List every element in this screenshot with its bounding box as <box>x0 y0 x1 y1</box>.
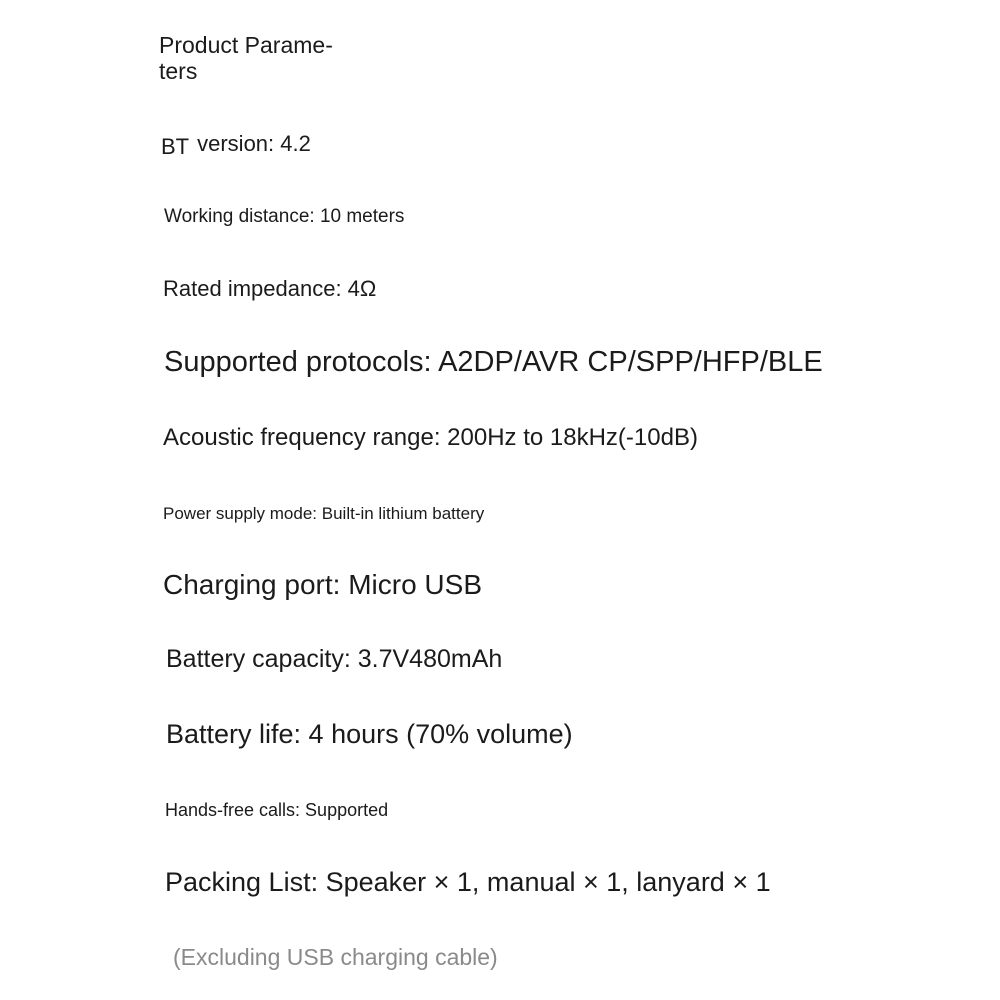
packing-note: (Excluding USB charging cable) <box>173 944 498 970</box>
spec-working-distance: Working distance: 10 meters <box>164 206 405 227</box>
page-title <box>159 32 359 84</box>
spec-battery-life: Battery life: 4 hours (70% volume) <box>166 719 573 749</box>
spec-battery-capacity: Battery capacity: 3.7V480mAh <box>166 645 503 673</box>
title-line-1: Product Parame- <box>159 32 333 58</box>
spec-charging-port: Charging port: Micro USB <box>163 569 483 600</box>
spec-power-supply: Power supply mode: Built-in lithium battery <box>163 504 485 523</box>
title-line-2: ters <box>159 58 198 84</box>
spec-frequency-range: Acoustic frequency range: 200Hz to 18kHz(-10dB) <box>163 424 698 451</box>
spec-packing-list: Packing List: Speaker × 1, manual × 1, lanyard × 1 <box>165 867 771 897</box>
spec-rated-impedance: Rated impedance: 4Ω <box>163 276 377 301</box>
spec-bt-version <box>161 131 311 159</box>
spec-supported-protocols: Supported protocols: A2DP/AVR CP/SPP/HFP/BLE <box>164 346 823 378</box>
spec-hands-free: Hands-free calls: Supported <box>165 800 389 820</box>
bt-prefix: BT <box>161 134 190 159</box>
bt-version-value: version: 4.2 <box>197 131 311 156</box>
